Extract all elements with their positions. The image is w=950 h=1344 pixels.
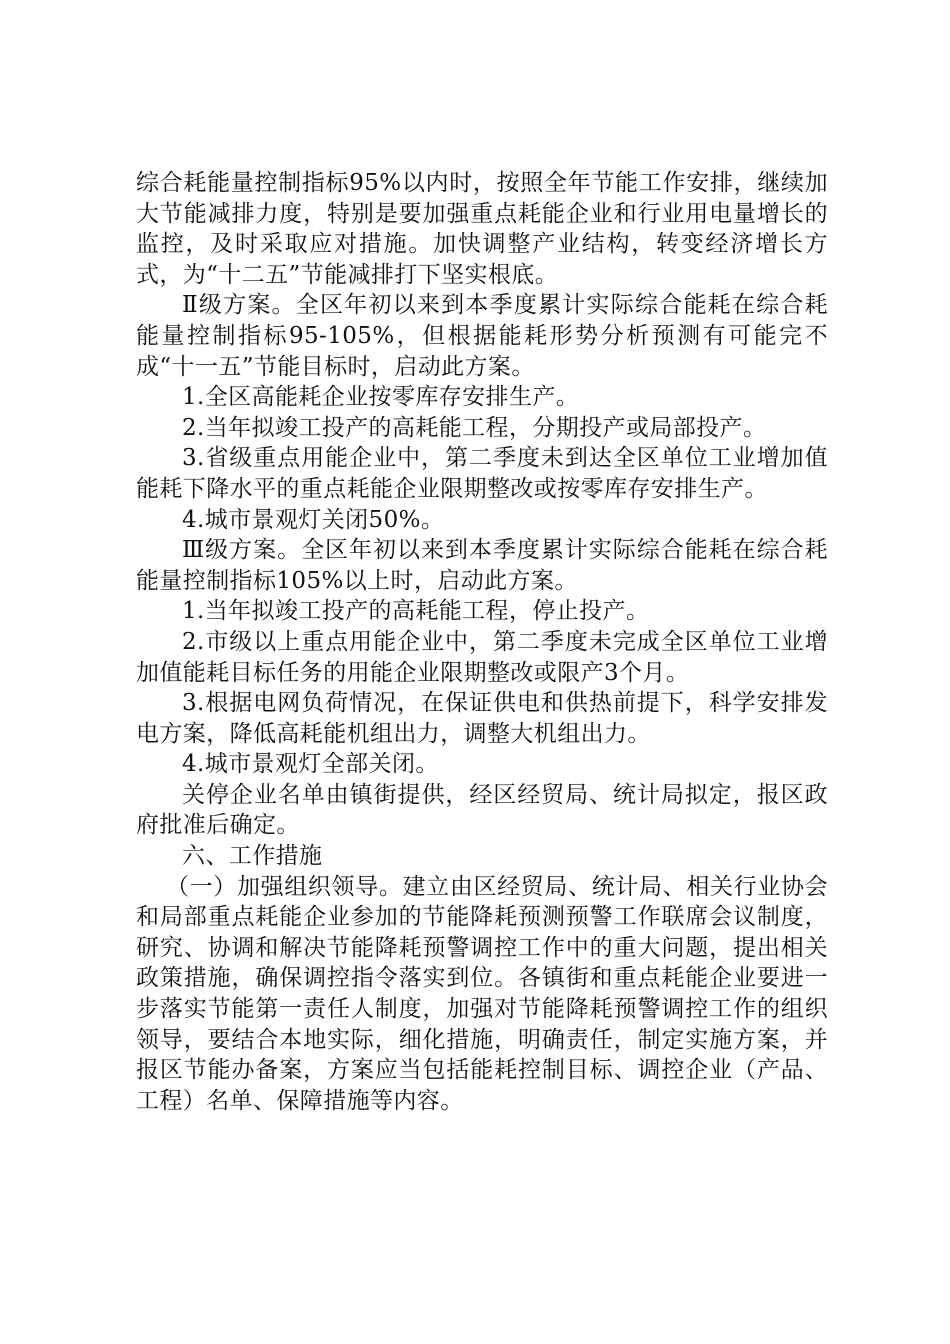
- list-item: 4.城市景观灯全部关闭。: [182, 751, 439, 778]
- section-heading: 六、工作措施: [182, 843, 323, 870]
- document-body: [136, 168, 828, 1116]
- paragraph-level2-plan: Ⅱ级方案。全区年初以来到本季度累计实际综合能耗在综合耗能量控制指标95-105%，但根据能耗形势分析预测有可能完不成“十一五”节能目标时，启动此方案。: [136, 292, 828, 380]
- paragraph-continuation: 综合耗能量控制指标95%以内时，按照全年节能工作安排，继续加大节能减排力度，特别是要加强重点耗能企业和行业用电量增长的监控，及时采取应对措施。加快调整产业结构，转变经济增长方式，为“十二五”节能减排打下坚实根底。: [136, 170, 828, 288]
- list-item: 3.根据电网负荷情况，在保证供电和供热前提下，科学安排发电方案，降低高耗能机组出力，调整大机组出力。: [136, 690, 828, 747]
- list-item: 3.省级重点用能企业中，第二季度未到达全区单位工业增加值能耗下降水平的重点耗能企业限期整改或按零库存安排生产。: [136, 445, 828, 502]
- paragraph-organization-leadership: （一）加强组织领导。建立由区经贸局、统计局、相关行业协会和局部重点耗能企业参加的节能降耗预测预警工作联席会议制度，研究、协调和解决节能降耗预警调控工作中的重大问题，提出相关政策措施，确保调控指令落实到位。各镇街和重点耗能企业要进一步落实节能第一责任人制度，加强对节能降耗预警调控工作的组织领导，要结合本地实际，细化措施，明确责任，制定实施方案，并报区节能办备案，方案应当包括能耗控制目标、调控企业（产品、工程）名单、保障措施等内容。: [136, 873, 828, 1114]
- list-item: 1.全区高能耗企业按零库存安排生产。: [182, 384, 580, 411]
- list-item: 4.城市景观灯关闭50%。: [182, 506, 445, 533]
- paragraph-shutdown-list: 关停企业名单由镇街提供，经区经贸局、统计局拟定，报区政府批准后确定。: [136, 781, 828, 839]
- paragraph-level3-plan: Ⅲ级方案。全区年初以来到本季度累计实际综合能耗在综合耗能量控制指标105%以上时，启动此方案。: [136, 537, 828, 594]
- list-item: 1.当年拟竣工投产的高耗能工程，停止投产。: [182, 598, 650, 625]
- list-item: 2.当年拟竣工投产的高耗能工程，分期投产或局部投产。: [182, 414, 767, 441]
- list-item: 2.市级以上重点用能企业中，第二季度未完成全区单位工业增加值能耗目标任务的用能企业限期整改或限产3个月。: [136, 628, 828, 686]
